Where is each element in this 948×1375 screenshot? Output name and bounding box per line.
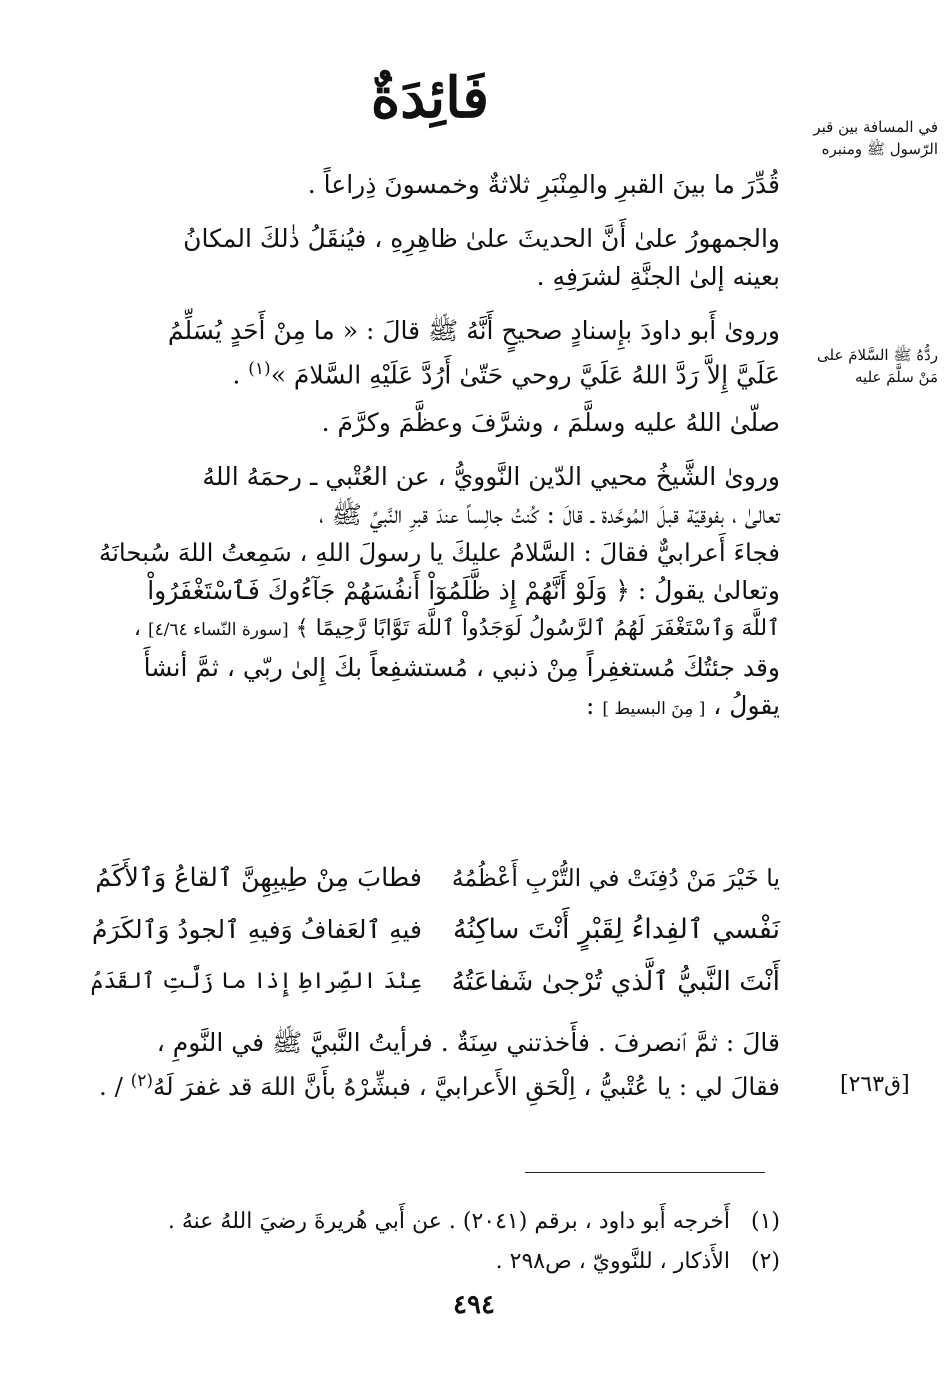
section-heading: فَائِدَةٌ [370,65,490,131]
poem-verse [92,956,780,1008]
footnote-number: (١) [750,1209,780,1234]
text-span: يقولُ ، [705,691,780,721]
text-line: صلّىٰ اللهُ عليه وسلَّمَ ، وشرَّفَ وعظَّمَ وكرَّمَ . [321,408,780,438]
footnote-marker: (٢) [130,1071,154,1091]
footnote [160,1202,780,1242]
poem-verse [92,852,780,904]
text-line: فجاءَ أَعرابيٌّ فقالَ : السَّلامُ عليكَ يا رسولَ اللهِ ، سَمِعتُ اللهَ سُبحانَهُ [98,538,780,568]
margin-note-line: ردُّهُ ﷺ السَّلامَ على [817,346,938,364]
verse-first-hemistich: نَفْسي ٱلفِداءُ لِقَبْرٍ أَنْتَ ساكِنُهُ [453,914,780,945]
manuscript-folio-ref: [ق٢٦٣] [840,1072,910,1097]
text-line [92,1062,780,1106]
text-line: تعالىٰ ، بفوقيّة قبلَ المُوحَّدة ـ قالَ : كُنتُ جالِساً عندَ قبرِ النَّبيِّ ﷺ ، [318,500,780,530]
text-line [92,350,780,394]
text-line: وقد جئتُكَ مُستغفِراً مِنْ ذنبي ، مُستشفِعاً بكَ إِلىٰ ربّي ، ثمَّ أنشأَ [143,653,780,683]
text-line: قالَ : ثمَّ ٱنصرفَ . فأَخذتني سِنَةٌ . فرأيتُ النَّبيَّ ﷺ في النَّومِ ، [156,1028,780,1057]
verse-second-hemistich: فطابَ مِنْ طِيبِهِنَّ ٱلقاعُ وَٱلأَكَمُ [95,863,422,893]
text-line: وروىٰ أَبو داودَ بإِسنادٍ صحيحٍ أَنَّهُ ﷺ قالَ : « ما مِنْ أَحَدٍ يُسَلِّمُ [167,316,780,345]
text-span: / . [99,1072,131,1102]
verse-second-hemistich: عِنْدَ الصِّراطِ إِذا ما زَلَّتِ ٱلقَدَمُ [90,969,422,994]
page-number: ٤٩٤ [453,1290,495,1320]
closing-text-block [92,1024,780,1106]
margin-note-line: في المسافة بين قبر [813,118,938,136]
footnote [160,1242,780,1282]
text-line: والجمهورُ علىٰ أَنَّ الحديثَ علىٰ ظاهِرِهِ ، فيُنقَلُ ذٰلكَ المكانُ [183,224,780,253]
verse-first-hemistich: أَنْتَ النَّبيُّ ٱلَّذي تُرْجىٰ شَفاعَتُهُ [451,966,780,997]
text-line: وتعالىٰ يقولُ : ﴿ وَلَوْ أَنَّهُمْ إِذ ظَّلَمُوٓاْ أَنفُسَهُمْ جَآءُوكَ فَٱسْتَغْفَرُواْ [147,576,780,606]
quran-verse: ٱللَّهَ وَٱسْتَغْفَرَ لَهُمُ ٱلرَّسُولُ لَوَجَدُواْ ٱللَّهَ تَوَّابًا رَّحِيمًا ﴾ [295,616,780,642]
verse-second-hemistich: فيهِ ٱلعَفافُ وَفيهِ ٱلجودُ وَٱلكَرَمُ [91,915,422,944]
text-line: بعينه إلىٰ الجنَّةِ لشرَفِهِ . [536,262,780,291]
text-span: : [585,691,603,721]
footnote-text: أَخرجه أَبو داود ، برقم (٢٠٤١) . عن أَبي هُريرةَ رضيَ اللهُ عنهُ . [167,1209,730,1234]
footnote-divider [525,1172,765,1173]
text-line: وروىٰ الشَّيخُ محيي الدّين النَّوويُّ ، عن العُتْبي ـ رحمَهُ اللهُ [202,462,780,492]
surah-reference: [سورة النّساء ٤/٦٤] [147,620,289,641]
footnotes-block [160,1202,780,1282]
text-span: فقالَ لي : يا عُتْبيُّ ، اِلْحَقِ الأَعرابيَّ ، فبشِّرْهُ بأَنَّ اللهَ قد غفرَ لَهُ [153,1072,780,1102]
text-span: ، [133,616,148,642]
footnote-marker: (١) [248,359,271,379]
margin-note-line: الرّسول ﷺ ومنبره [821,140,938,158]
margin-note-greeting [778,344,938,388]
margin-note-distance [778,116,938,160]
poem-block [92,852,780,1008]
main-text-block [92,166,780,728]
text-line [92,610,780,649]
text-line [92,687,780,728]
verse-first-hemistich: يا خَيْرَ مَنْ دُفِنَتْ في التُّرْبِ أَعْظُمُهُ [451,864,780,892]
poem-verse [92,904,780,956]
text-span: عَلَيَّ إِلاَّ رَدَّ اللهُ عَلَيَّ روحي حَتّىٰ أَرُدَّ عَلَيْهِ السَّلامَ » [270,360,780,390]
footnote-text: الأَذكار ، للنَّوويّ ، ص٢٩٨ . [495,1249,730,1274]
meter-label: [ مِنَ البسيط ] [602,699,706,720]
footnote-number: (٢) [750,1249,780,1274]
margin-note-line: مَنْ سلَّمَ عليه [855,368,938,386]
text-span: . [232,360,249,390]
text-line: قُدِّرَ ما بينَ القبرِ والمِنْبَرِ ثلاثةٌ وخمسونَ ذِراعاً . [307,170,780,199]
